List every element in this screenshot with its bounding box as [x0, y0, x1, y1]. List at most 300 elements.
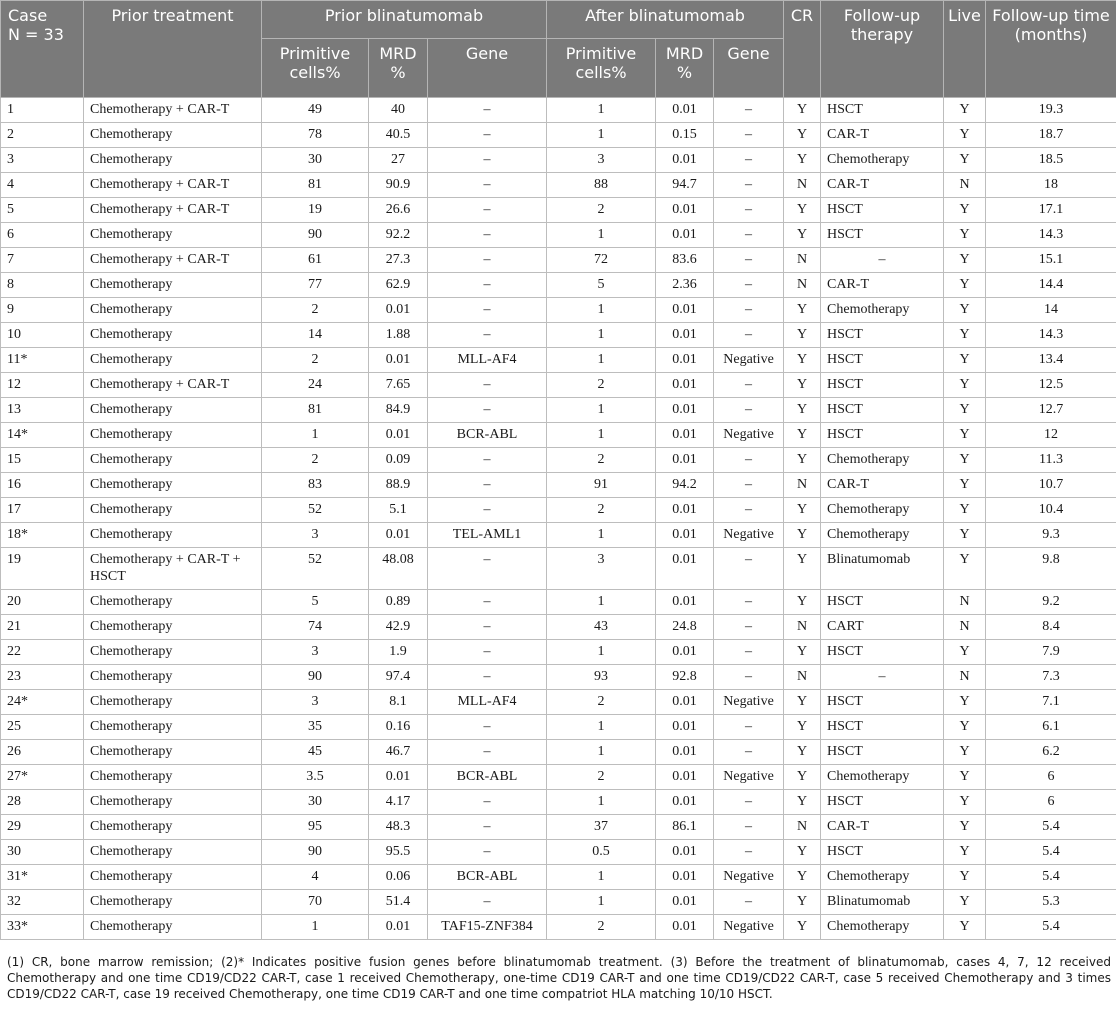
cell-prior-mrd: 26.6 [369, 198, 428, 223]
cell-prior-treatment: Chemotherapy [84, 323, 262, 348]
cell-case: 32 [1, 890, 84, 915]
cell-prior-mrd: 0.09 [369, 448, 428, 473]
cell-after-primitive-cells: 3 [547, 548, 656, 590]
cell-live: Y [944, 448, 986, 473]
cell-follow-up-therapy: HSCT [821, 198, 944, 223]
cell-after-primitive-cells: 1 [547, 590, 656, 615]
header-prior-primitive-cells: Primitive cells% [262, 39, 369, 98]
table-row [1, 715, 1116, 740]
cell-prior-primitive-cells: 2 [262, 448, 369, 473]
cell-after-mrd: 83.6 [656, 248, 714, 273]
cell-case: 29 [1, 815, 84, 840]
cell-prior-treatment: Chemotherapy [84, 348, 262, 373]
cell-prior-treatment: Chemotherapy [84, 448, 262, 473]
table-row [1, 590, 1116, 615]
cell-after-gene: – [714, 123, 784, 148]
cell-live: Y [944, 765, 986, 790]
cell-after-primitive-cells: 1 [547, 348, 656, 373]
cell-follow-up-therapy: CAR-T [821, 273, 944, 298]
cell-follow-up-therapy: HSCT [821, 348, 944, 373]
table-row [1, 448, 1116, 473]
cell-follow-up-time: 6.2 [986, 740, 1116, 765]
cell-case: 12 [1, 373, 84, 398]
table-row [1, 548, 1116, 590]
cell-after-primitive-cells: 2 [547, 498, 656, 523]
cell-prior-primitive-cells: 70 [262, 890, 369, 915]
cell-prior-primitive-cells: 3 [262, 640, 369, 665]
header-prior-blinatumomab: Prior blinatumomab [262, 1, 547, 39]
cell-cr: Y [784, 765, 821, 790]
cell-prior-primitive-cells: 30 [262, 790, 369, 815]
cell-cr: Y [784, 223, 821, 248]
cell-case: 6 [1, 223, 84, 248]
cell-after-mrd: 0.01 [656, 590, 714, 615]
cell-after-mrd: 0.01 [656, 740, 714, 765]
cell-after-gene: – [714, 148, 784, 173]
table-row [1, 473, 1116, 498]
cell-after-mrd: 2.36 [656, 273, 714, 298]
cell-live: Y [944, 915, 986, 940]
cell-after-primitive-cells: 88 [547, 173, 656, 198]
cell-prior-mrd: 90.9 [369, 173, 428, 198]
table-body [1, 98, 1116, 940]
header-after-mrd: MRD % [656, 39, 714, 98]
cell-prior-mrd: 84.9 [369, 398, 428, 423]
table-row [1, 690, 1116, 715]
cell-prior-gene: – [428, 98, 547, 123]
cell-live: Y [944, 148, 986, 173]
cell-after-gene: – [714, 98, 784, 123]
cell-after-primitive-cells: 1 [547, 98, 656, 123]
cell-cr: Y [784, 373, 821, 398]
cell-follow-up-time: 13.4 [986, 348, 1116, 373]
header-prior-treatment: Prior treatment [84, 1, 262, 98]
header-live: Live [944, 1, 986, 98]
cell-live: Y [944, 498, 986, 523]
cell-prior-gene: – [428, 548, 547, 590]
cell-prior-treatment: Chemotherapy [84, 640, 262, 665]
cell-after-mrd: 0.01 [656, 498, 714, 523]
cell-prior-primitive-cells: 83 [262, 473, 369, 498]
cell-follow-up-therapy: HSCT [821, 223, 944, 248]
cell-prior-primitive-cells: 52 [262, 498, 369, 523]
cell-follow-up-therapy: – [821, 665, 944, 690]
cell-after-gene: – [714, 248, 784, 273]
table-row [1, 198, 1116, 223]
table-row [1, 915, 1116, 940]
cell-follow-up-time: 7.1 [986, 690, 1116, 715]
cell-case: 3 [1, 148, 84, 173]
cell-case: 5 [1, 198, 84, 223]
cell-after-gene: – [714, 448, 784, 473]
cell-prior-gene: – [428, 890, 547, 915]
cell-after-mrd: 0.01 [656, 298, 714, 323]
cell-after-mrd: 94.7 [656, 173, 714, 198]
table-row [1, 423, 1116, 448]
cell-case: 19 [1, 548, 84, 590]
cell-prior-mrd: 48.3 [369, 815, 428, 840]
cell-after-gene: Negative [714, 765, 784, 790]
cell-follow-up-therapy: HSCT [821, 790, 944, 815]
cell-prior-primitive-cells: 4 [262, 865, 369, 890]
cell-cr: N [784, 665, 821, 690]
cell-prior-primitive-cells: 3.5 [262, 765, 369, 790]
cell-follow-up-time: 5.4 [986, 815, 1116, 840]
cell-follow-up-time: 15.1 [986, 248, 1116, 273]
cell-prior-treatment: Chemotherapy [84, 865, 262, 890]
cell-follow-up-therapy: CAR-T [821, 473, 944, 498]
cell-after-primitive-cells: 2 [547, 915, 656, 940]
cell-live: Y [944, 198, 986, 223]
cell-cr: Y [784, 740, 821, 765]
cell-after-primitive-cells: 2 [547, 690, 656, 715]
cell-prior-primitive-cells: 2 [262, 348, 369, 373]
cell-prior-mrd: 0.16 [369, 715, 428, 740]
cell-prior-primitive-cells: 5 [262, 590, 369, 615]
cell-after-primitive-cells: 1 [547, 865, 656, 890]
cell-after-gene: – [714, 790, 784, 815]
header-after-primitive-cells: Primitive cells% [547, 39, 656, 98]
cell-prior-mrd: 0.06 [369, 865, 428, 890]
cell-live: Y [944, 790, 986, 815]
cell-after-primitive-cells: 93 [547, 665, 656, 690]
cell-after-primitive-cells: 2 [547, 765, 656, 790]
cell-cr: Y [784, 123, 821, 148]
cell-prior-treatment: Chemotherapy [84, 915, 262, 940]
cell-after-primitive-cells: 37 [547, 815, 656, 840]
table-row [1, 740, 1116, 765]
cell-follow-up-time: 10.4 [986, 498, 1116, 523]
cell-after-mrd: 0.01 [656, 915, 714, 940]
cell-after-primitive-cells: 1 [547, 790, 656, 815]
cell-after-primitive-cells: 1 [547, 715, 656, 740]
cell-prior-mrd: 0.01 [369, 423, 428, 448]
cell-after-mrd: 92.8 [656, 665, 714, 690]
cell-prior-mrd: 7.65 [369, 373, 428, 398]
cell-after-gene: – [714, 173, 784, 198]
header-after-gene: Gene [714, 39, 784, 98]
cell-prior-treatment: Chemotherapy [84, 790, 262, 815]
cell-prior-gene: – [428, 740, 547, 765]
cell-live: Y [944, 840, 986, 865]
cell-prior-treatment: Chemotherapy [84, 298, 262, 323]
cell-follow-up-therapy: Blinatumomab [821, 548, 944, 590]
cell-prior-treatment: Chemotherapy [84, 765, 262, 790]
cell-prior-primitive-cells: 3 [262, 523, 369, 548]
cell-cr: Y [784, 298, 821, 323]
cell-follow-up-therapy: HSCT [821, 715, 944, 740]
cell-prior-primitive-cells: 81 [262, 398, 369, 423]
cell-prior-mrd: 27 [369, 148, 428, 173]
cell-prior-gene: – [428, 398, 547, 423]
cell-cr: Y [784, 398, 821, 423]
cell-cr: Y [784, 840, 821, 865]
cell-after-primitive-cells: 1 [547, 323, 656, 348]
cell-follow-up-time: 19.3 [986, 98, 1116, 123]
cell-after-primitive-cells: 1 [547, 123, 656, 148]
cell-follow-up-time: 14 [986, 298, 1116, 323]
cell-prior-gene: – [428, 590, 547, 615]
cell-follow-up-time: 6.1 [986, 715, 1116, 740]
cell-case: 15 [1, 448, 84, 473]
cell-case: 4 [1, 173, 84, 198]
header-prior-gene: Gene [428, 39, 547, 98]
cell-after-gene: – [714, 890, 784, 915]
cell-prior-treatment: Chemotherapy [84, 473, 262, 498]
cell-prior-mrd: 0.89 [369, 590, 428, 615]
cell-follow-up-therapy: CAR-T [821, 123, 944, 148]
cell-prior-gene: BCR-ABL [428, 865, 547, 890]
cell-prior-mrd: 0.01 [369, 523, 428, 548]
table-row [1, 123, 1116, 148]
cell-prior-mrd: 62.9 [369, 273, 428, 298]
cell-case: 8 [1, 273, 84, 298]
cell-prior-treatment: Chemotherapy [84, 890, 262, 915]
cell-after-gene: – [714, 640, 784, 665]
cell-cr: Y [784, 590, 821, 615]
cell-follow-up-therapy: CAR-T [821, 815, 944, 840]
cell-after-primitive-cells: 3 [547, 148, 656, 173]
cell-live: Y [944, 890, 986, 915]
cell-follow-up-time: 18.5 [986, 148, 1116, 173]
cell-follow-up-therapy: Chemotherapy [821, 765, 944, 790]
cell-live: Y [944, 740, 986, 765]
cell-live: Y [944, 273, 986, 298]
cell-after-gene: – [714, 323, 784, 348]
cell-case: 2 [1, 123, 84, 148]
cell-prior-primitive-cells: 95 [262, 815, 369, 840]
cell-live: Y [944, 373, 986, 398]
cell-after-mrd: 0.01 [656, 98, 714, 123]
cell-after-mrd: 0.01 [656, 398, 714, 423]
cell-prior-treatment: Chemotherapy + CAR-T [84, 248, 262, 273]
cell-cr: Y [784, 323, 821, 348]
cell-after-mrd: 0.01 [656, 323, 714, 348]
cell-after-primitive-cells: 91 [547, 473, 656, 498]
cell-follow-up-therapy: Chemotherapy [821, 148, 944, 173]
cell-prior-gene: – [428, 273, 547, 298]
cell-after-mrd: 0.01 [656, 348, 714, 373]
cell-follow-up-time: 10.7 [986, 473, 1116, 498]
cell-live: Y [944, 248, 986, 273]
cell-prior-mrd: 95.5 [369, 840, 428, 865]
cell-follow-up-therapy: HSCT [821, 323, 944, 348]
cell-cr: Y [784, 790, 821, 815]
cell-after-gene: Negative [714, 915, 784, 940]
cell-prior-gene: MLL-AF4 [428, 690, 547, 715]
cell-after-mrd: 94.2 [656, 473, 714, 498]
cell-cr: Y [784, 548, 821, 590]
header-cr: CR [784, 1, 821, 98]
cell-after-mrd: 0.01 [656, 765, 714, 790]
cell-prior-gene: – [428, 473, 547, 498]
cell-cr: Y [784, 498, 821, 523]
cell-cr: N [784, 615, 821, 640]
cell-prior-primitive-cells: 61 [262, 248, 369, 273]
cell-follow-up-therapy: HSCT [821, 590, 944, 615]
cell-cr: Y [784, 915, 821, 940]
cell-follow-up-therapy: Chemotherapy [821, 498, 944, 523]
cell-follow-up-therapy: Chemotherapy [821, 865, 944, 890]
cell-prior-treatment: Chemotherapy [84, 273, 262, 298]
cell-live: Y [944, 548, 986, 590]
cell-live: Y [944, 223, 986, 248]
cell-follow-up-time: 14.3 [986, 223, 1116, 248]
cell-prior-treatment: Chemotherapy [84, 665, 262, 690]
cell-after-gene: Negative [714, 690, 784, 715]
cell-after-gene: – [714, 198, 784, 223]
cell-after-gene: – [714, 815, 784, 840]
cell-case: 26 [1, 740, 84, 765]
cell-prior-gene: TEL-AML1 [428, 523, 547, 548]
table-row [1, 840, 1116, 865]
cell-after-mrd: 0.01 [656, 640, 714, 665]
cell-case: 30 [1, 840, 84, 865]
table-footnote: (1) CR, bone marrow remission; (2)* Indicates positive fusion genes before blinatumomab treatment. (3) Before the treatment of blinatumomab, cases 4, 7, 12 received Chemotherapy and one time CD19/CD22 CAR-T, case 1 received Chemotherapy, one-time CD19 CAR-T and one time CD19/CD22 CAR-T, case 5 received Chemotherapy and 3 times CD19/CD22 CAR-T, case 19 received Chemotherapy, one time CD19 CAR-T and one time compatriot HLA matching 10/10 HSCT. [7, 955, 1111, 1001]
cell-prior-primitive-cells: 1 [262, 423, 369, 448]
cell-after-gene: – [714, 273, 784, 298]
cell-live: N [944, 173, 986, 198]
table-row [1, 248, 1116, 273]
table-row [1, 323, 1116, 348]
cell-follow-up-time: 6 [986, 765, 1116, 790]
table-row [1, 398, 1116, 423]
cell-prior-gene: – [428, 498, 547, 523]
table-row [1, 640, 1116, 665]
cell-follow-up-time: 18 [986, 173, 1116, 198]
cell-prior-treatment: Chemotherapy + CAR-T [84, 198, 262, 223]
cell-case: 13 [1, 398, 84, 423]
cell-cr: Y [784, 890, 821, 915]
cell-prior-mrd: 42.9 [369, 615, 428, 640]
cell-after-gene: – [714, 498, 784, 523]
table-row [1, 665, 1116, 690]
cell-follow-up-therapy: HSCT [821, 373, 944, 398]
cell-prior-gene: – [428, 173, 547, 198]
cell-after-mrd: 0.01 [656, 523, 714, 548]
cell-follow-up-time: 14.4 [986, 273, 1116, 298]
cell-after-gene: – [714, 223, 784, 248]
header-follow-up-therapy: Follow-up therapy [821, 1, 944, 98]
cell-follow-up-therapy: Blinatumomab [821, 890, 944, 915]
cell-prior-treatment: Chemotherapy [84, 423, 262, 448]
cell-prior-primitive-cells: 30 [262, 148, 369, 173]
cell-after-mrd: 0.01 [656, 423, 714, 448]
cell-prior-mrd: 1.9 [369, 640, 428, 665]
cell-after-gene: – [714, 298, 784, 323]
table-row [1, 373, 1116, 398]
cell-prior-mrd: 0.01 [369, 348, 428, 373]
table-row [1, 98, 1116, 123]
cell-after-mrd: 0.01 [656, 690, 714, 715]
cell-prior-treatment: Chemotherapy [84, 523, 262, 548]
cell-after-mrd: 0.01 [656, 548, 714, 590]
cell-case: 20 [1, 590, 84, 615]
cell-case: 10 [1, 323, 84, 348]
cell-after-gene: – [714, 615, 784, 640]
cell-live: Y [944, 473, 986, 498]
cell-prior-gene: – [428, 373, 547, 398]
cell-follow-up-therapy: HSCT [821, 98, 944, 123]
header-case-n: N = 33 [8, 25, 64, 44]
cell-after-gene: – [714, 398, 784, 423]
cell-live: Y [944, 523, 986, 548]
cell-case: 23 [1, 665, 84, 690]
cell-prior-mrd: 5.1 [369, 498, 428, 523]
cell-prior-primitive-cells: 35 [262, 715, 369, 740]
cell-prior-mrd: 0.01 [369, 298, 428, 323]
cell-case: 7 [1, 248, 84, 273]
cell-after-gene: – [714, 373, 784, 398]
cell-prior-gene: – [428, 790, 547, 815]
cell-prior-primitive-cells: 19 [262, 198, 369, 223]
cell-prior-mrd: 92.2 [369, 223, 428, 248]
cell-case: 25 [1, 715, 84, 740]
cell-after-mrd: 0.01 [656, 890, 714, 915]
cell-prior-primitive-cells: 45 [262, 740, 369, 765]
cell-cr: Y [784, 640, 821, 665]
cell-live: Y [944, 348, 986, 373]
cell-case: 22 [1, 640, 84, 665]
cell-follow-up-time: 6 [986, 790, 1116, 815]
table-row [1, 173, 1116, 198]
cell-prior-treatment: Chemotherapy [84, 123, 262, 148]
cell-follow-up-therapy: CART [821, 615, 944, 640]
cell-live: Y [944, 865, 986, 890]
cell-follow-up-therapy: Chemotherapy [821, 523, 944, 548]
table-row [1, 890, 1116, 915]
cell-live: Y [944, 815, 986, 840]
cell-prior-mrd: 27.3 [369, 248, 428, 273]
cell-case: 27* [1, 765, 84, 790]
header-follow-up-time: Follow-up time (months) [986, 1, 1116, 98]
header-case [1, 1, 84, 98]
cell-prior-primitive-cells: 2 [262, 298, 369, 323]
cell-after-gene: – [714, 740, 784, 765]
cell-follow-up-time: 14.3 [986, 323, 1116, 348]
cell-prior-gene: – [428, 148, 547, 173]
cell-follow-up-therapy: Chemotherapy [821, 915, 944, 940]
cell-follow-up-therapy: HSCT [821, 840, 944, 865]
cell-after-primitive-cells: 1 [547, 890, 656, 915]
cell-prior-mrd: 51.4 [369, 890, 428, 915]
cell-prior-treatment: Chemotherapy [84, 223, 262, 248]
cell-follow-up-time: 9.8 [986, 548, 1116, 590]
cell-prior-treatment: Chemotherapy [84, 690, 262, 715]
table-row [1, 273, 1116, 298]
cell-case: 1 [1, 98, 84, 123]
cell-after-primitive-cells: 1 [547, 398, 656, 423]
cell-live: Y [944, 423, 986, 448]
header-case-label: Case [8, 6, 48, 25]
cell-prior-treatment: Chemotherapy + CAR-T + HSCT [84, 548, 262, 590]
cell-case: 28 [1, 790, 84, 815]
cell-after-mrd: 0.15 [656, 123, 714, 148]
cell-case: 31* [1, 865, 84, 890]
cell-after-mrd: 0.01 [656, 715, 714, 740]
cell-after-gene: Negative [714, 348, 784, 373]
cell-prior-treatment: Chemotherapy + CAR-T [84, 98, 262, 123]
cell-live: Y [944, 398, 986, 423]
cell-after-gene: – [714, 715, 784, 740]
table-row [1, 615, 1116, 640]
cell-case: 14* [1, 423, 84, 448]
cell-prior-gene: – [428, 448, 547, 473]
cell-prior-primitive-cells: 78 [262, 123, 369, 148]
cell-prior-gene: MLL-AF4 [428, 348, 547, 373]
cell-follow-up-time: 5.4 [986, 865, 1116, 890]
cell-follow-up-time: 9.2 [986, 590, 1116, 615]
